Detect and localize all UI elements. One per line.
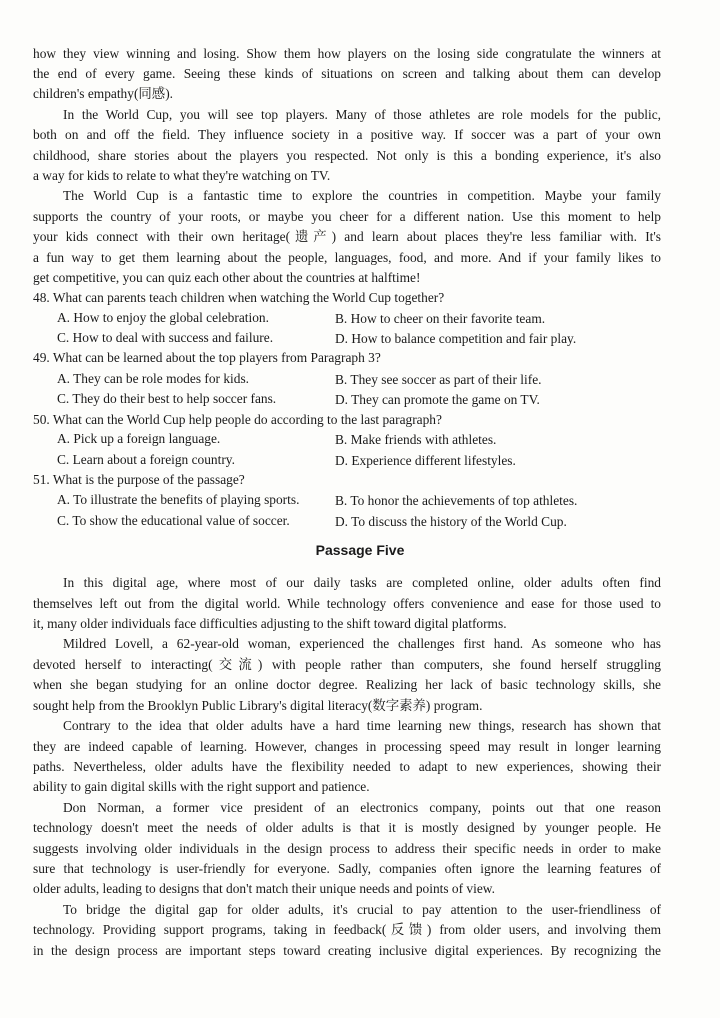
option-b[interactable]: B. They see soccer as part of their life.: [335, 372, 542, 387]
text-line: devoted herself to interacting(交流) with people rather than computers, she found herself struggling: [33, 657, 661, 672]
question-stem: 51. What is the purpose of the passage?: [33, 472, 245, 487]
text-line: it, many older individuals face difficulties adjusting to the shift toward digital platforms.: [33, 616, 507, 631]
option-d[interactable]: D. How to balance competition and fair play.: [335, 331, 577, 346]
text-line: technology. Providing support programs, taking in feedback(反馈) from older users, and involving them: [33, 922, 661, 937]
option-d[interactable]: D. They can promote the game on TV.: [335, 392, 540, 407]
text-line: your kids connect with their own heritage(遗产) and learn about places they're less familiar with. It's: [33, 229, 661, 244]
text-line: To bridge the digital gap for older adults, it's crucial to pay attention to the user-friendliness of: [63, 902, 661, 917]
option-b[interactable]: B. How to cheer on their favorite team.: [335, 311, 546, 326]
option-b[interactable]: B. To honor the achievements of top athletes.: [335, 493, 578, 508]
option-d[interactable]: D. Experience different lifestyles.: [335, 453, 516, 468]
text-line: Don Norman, a former vice president of an electronics company, points out that one reason: [63, 800, 661, 815]
option-a[interactable]: A. They can be role modes for kids.: [57, 371, 250, 386]
text-line: sought help from the Brooklyn Public Library's digital literacy(数字素养) program.: [33, 698, 483, 713]
text-line: the end of every game. Seeing these kinds of situations on screen and talking about them can develop: [33, 66, 661, 81]
question-stem: 48. What can parents teach children when watching the World Cup together?: [33, 290, 445, 305]
text-line: paths. Nevertheless, older adults have the flexibility needed to adapt to new experiences, showing their: [33, 759, 661, 774]
text-line: older adults, leading to designs that don't match their unique needs and points of view.: [33, 881, 495, 896]
option-c[interactable]: C. They do their best to help soccer fans.: [57, 391, 277, 406]
text-line: Contrary to the idea that older adults have a hard time learning new things, research has shown that: [63, 718, 661, 733]
option-c[interactable]: C. To show the educational value of soccer.: [57, 513, 290, 528]
question-stem: 49. What can be learned about the top players from Paragraph 3?: [33, 350, 381, 365]
text-line: children's empathy(同感).: [33, 86, 173, 101]
passage-title: Passage Five: [315, 542, 405, 558]
text-line: In this digital age, where most of our daily tasks are completed online, older adults often find: [63, 575, 661, 590]
option-a[interactable]: A. How to enjoy the global celebration.: [57, 310, 269, 325]
text-line: when she began studying for an online doctor degree. Realizing her lack of basic technology skills, she: [33, 677, 661, 692]
text-line: technology doesn't meet the needs of older adults is that it is mostly designed by younger people. He: [33, 820, 661, 835]
text-line: sure that technology is user-friendly for everyone. Sadly, companies often ignore the learning features of: [33, 861, 661, 876]
option-a[interactable]: A. To illustrate the benefits of playing sports.: [57, 492, 300, 507]
text-line: Mildred Lovell, a 62-year-old woman, experienced the challenges first hand. As someone who has: [63, 636, 661, 651]
text-line: a way for kids to relate to what they're watching on TV.: [33, 168, 331, 183]
text-line: they are indeed capable of learning. However, changes in processing speed may result in longer learning: [33, 739, 661, 754]
text-line: get competitive, you can quiz each other about the countries at halftime!: [33, 270, 421, 285]
text-line: a fun way to get them learning about the people, languages, food, and more. And if your family likes to: [33, 250, 661, 265]
option-a[interactable]: A. Pick up a foreign language.: [57, 431, 221, 446]
text-line: childhood, share stories about the players you respected. Not only is this a bonding experience, it's also: [33, 148, 661, 163]
text-line: in the design process are important steps toward creating inclusive digital experiences. By recognizing the: [33, 943, 661, 958]
option-c[interactable]: C. How to deal with success and failure.: [57, 330, 274, 345]
text-line: supports the country of your roots, or maybe you cheer for a different nation. Use this moment to help: [33, 209, 661, 224]
question-stem: 50. What can the World Cup help people do according to the last paragraph?: [33, 412, 442, 427]
text-line: how they view winning and losing. Show them how players on the losing side congratulate the winners at: [33, 46, 661, 61]
text-line: both on and off the field. They influence society in a positive way. If soccer was a part of your own: [33, 127, 661, 142]
text-line: ability to gain digital skills with the right support and patience.: [33, 779, 370, 794]
text-line: In the World Cup, you will see top players. Many of those athletes are role models for the public,: [63, 107, 661, 122]
text-line: suggests involving older individuals in the design process to address their specific needs in order to make: [33, 841, 661, 856]
option-c[interactable]: C. Learn about a foreign country.: [57, 452, 235, 467]
option-d[interactable]: D. To discuss the history of the World Cup.: [335, 514, 567, 529]
text-line: The World Cup is a fantastic time to explore the countries in competition. Maybe your family: [63, 188, 661, 203]
option-b[interactable]: B. Make friends with athletes.: [335, 432, 497, 447]
text-line: themselves left out from the digital world. While technology offers convenience and ease for those used to: [33, 596, 661, 611]
